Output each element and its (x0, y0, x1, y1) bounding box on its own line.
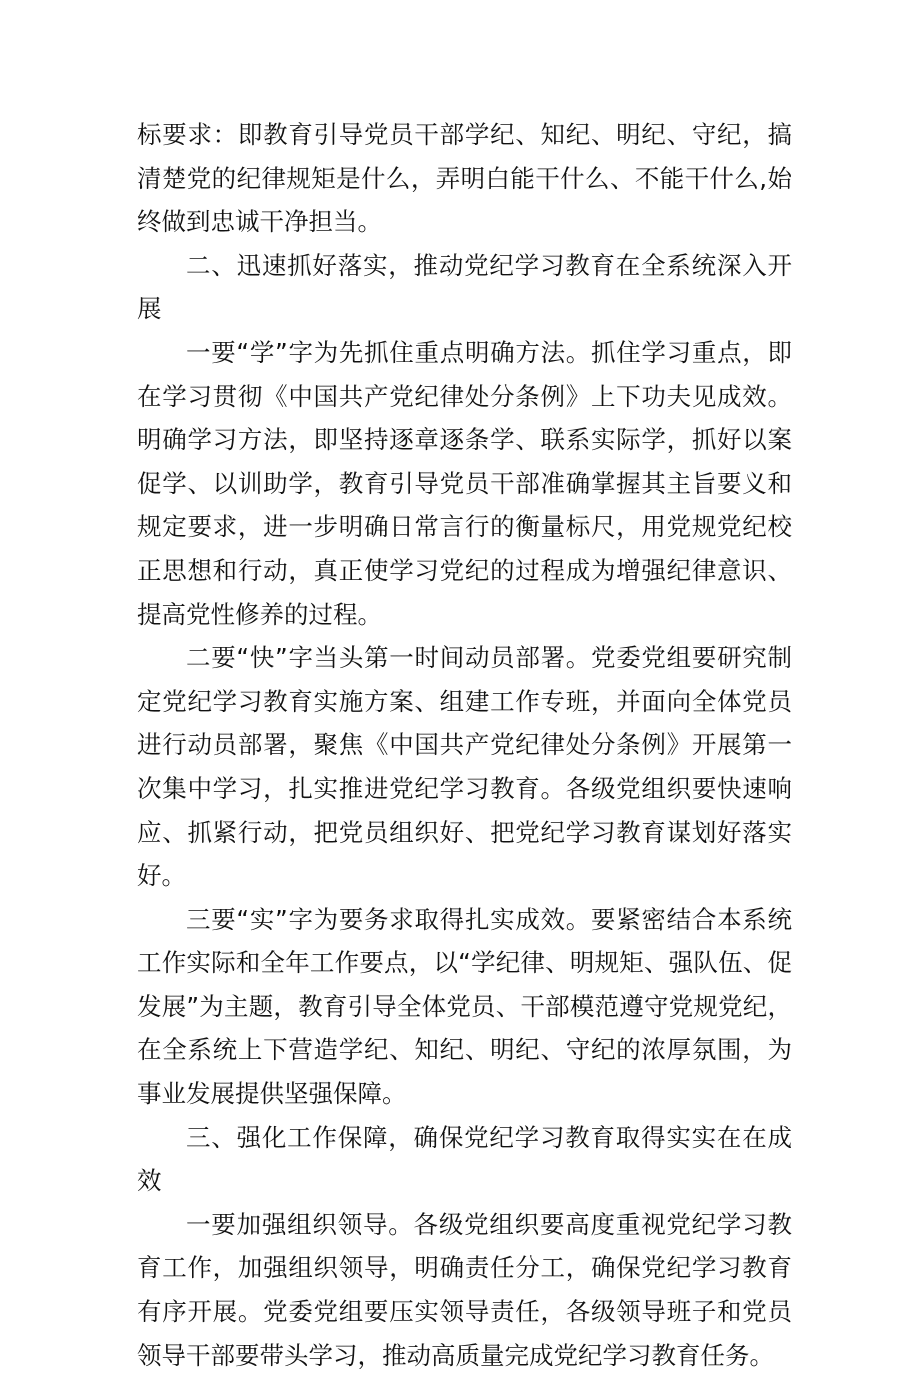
section-heading-3: 三、强化工作保障，确保党纪学习教育取得实实在在成效 (137, 1122, 792, 1196)
paragraph-study: 一要“学”字为先抓住重点明确方法。抓住学习重点，即在学习贯彻《中国共产党纪律处分条例》上下功夫见成效。明确学习方法，即坚持逐章逐条学、联系实际学，抓好以案促学、以训助学，教育引导党员干部准确掌握其主旨要义和规定要求，进一步明确日常言行的衡量标尺，用党规党纪校正思想和行动，真正使学习党纪的过程成为增强纪律意识、提高党性修养的过程。 (137, 337, 792, 629)
paragraph-fast: 二要“快”字当头第一时间动员部署。党委党组要研究制定党纪学习教育实施方案、组建工作专班，并面向全体党员进行动员部署，聚焦《中国共产党纪律处分条例》开展第一次集中学习，扎实推进党纪学习教育。各级党组织要快速响应、抓紧行动，把党员组织好、把党纪学习教育谋划好落实好。 (137, 643, 792, 891)
section-heading-2: 二、迅速抓好落实，推动党纪学习教育在全系统深入开展 (137, 250, 792, 324)
paragraph-leadership: 一要加强组织领导。各级党组织要高度重视党纪学习教育工作，加强组织领导，明确责任分工，确保党纪学习教育有序开展。党委党组要压实领导责任，各级领导班子和党员领导干部要带头学习，推动高质量完成党纪学习教育任务。 (137, 1209, 792, 1370)
document-body (137, 113, 792, 1377)
paragraph-practical: 三要“实”字为要务求取得扎实成效。要紧密结合本系统工作实际和全年工作要点，以“学纪律、明规矩、强队伍、促发展”为主题，教育引导全体党员、干部模范遵守党规党纪，在全系统上下营造学纪、知纪、明纪、守纪的浓厚氛围，为事业发展提供坚强保障。 (137, 904, 792, 1109)
paragraph-1: 标要求：即教育引导党员干部学纪、知纪、明纪、守纪，搞清楚党的纪律规矩是什么，弄明白能干什么、不能干什么,始终做到忠诚干净担当。 (137, 120, 792, 237)
